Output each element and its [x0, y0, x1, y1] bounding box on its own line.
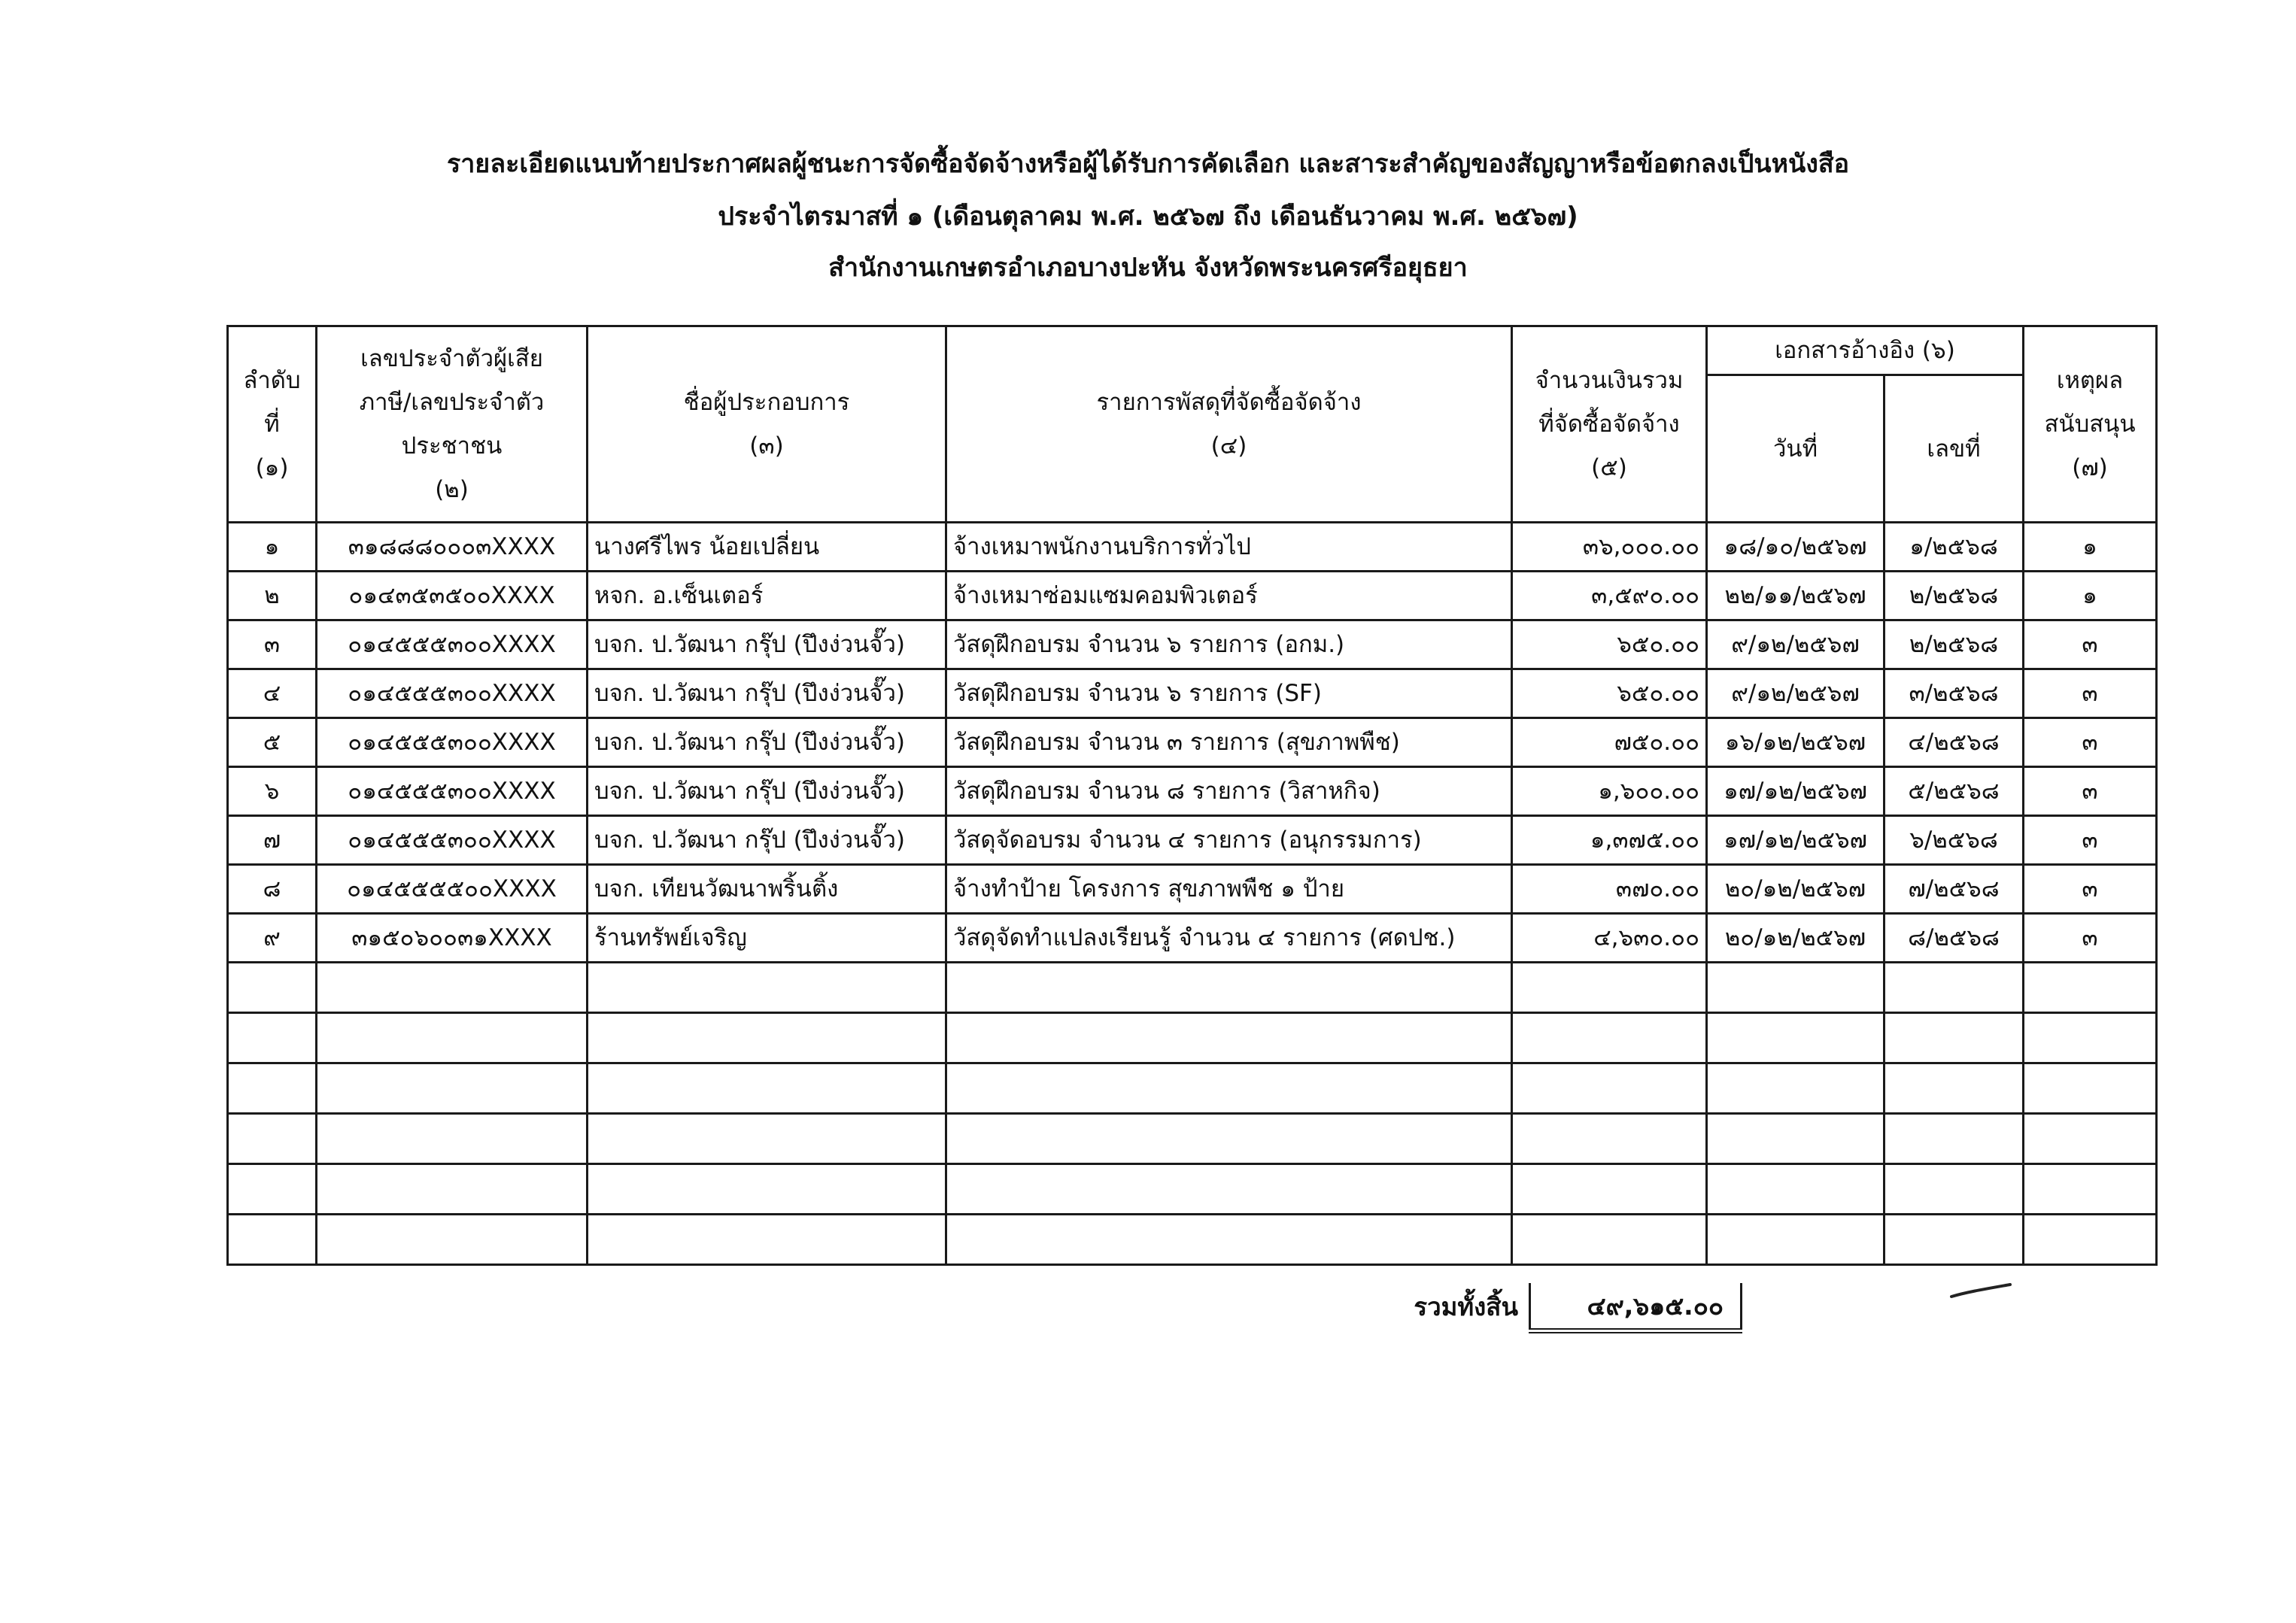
cell-reason: ๑	[2024, 572, 2157, 620]
cell-seq: ๕	[228, 718, 317, 767]
cell-taxid: ๐๑๔๕๕๕๓๐๐XXXX	[317, 669, 588, 718]
cell-amount: ๓,๕๙๐.๐๐	[1512, 572, 1707, 620]
document-office: สำนักงานเกษตรอำเภอบางปะหัน จังหวัดพระนครศรีอยุธยา	[828, 253, 1468, 283]
empty-row	[228, 1215, 2157, 1265]
empty-row	[228, 1164, 2157, 1215]
cell-item: จ้างเหมาซ่อมแซมคอมพิวเตอร์	[946, 572, 1512, 620]
table-row	[228, 767, 2157, 816]
cell-vendor: บจก. ป.วัฒนา กรุ๊ป (ปึงง่วนจั๊ว)	[588, 669, 946, 718]
cell-taxid: ๐๑๔๕๕๕๓๐๐XXXX	[317, 620, 588, 669]
cell-taxid: ๐๑๔๕๕๕๕๐๐XXXX	[317, 865, 588, 914]
cell-vendor: บจก. ป.วัฒนา กรุ๊ป (ปึงง่วนจั๊ว)	[588, 767, 946, 816]
cell-item: วัสดุจัดอบรม จำนวน ๔ รายการ (อนุกรรมการ)	[946, 816, 1512, 865]
cell-seq: ๖	[228, 767, 317, 816]
cell-amount: ๖๕๐.๐๐	[1512, 620, 1707, 669]
cell-item: จ้างทำป้าย โครงการ สุขภาพพืช ๑ ป้าย	[946, 865, 1512, 914]
cell-reason: ๓	[2024, 718, 2157, 767]
cell-item: วัสดุจัดทำแปลงเรียนรู้ จำนวน ๔ รายการ (ศดปช.)	[946, 914, 1512, 963]
header-ref-date: วันที่	[1707, 375, 1884, 523]
cell-reason: ๓	[2024, 816, 2157, 865]
cell-seq: ๓	[228, 620, 317, 669]
cell-seq: ๗	[228, 816, 317, 865]
cell-reason: ๓	[2024, 767, 2157, 816]
cell-reason: ๓	[2024, 914, 2157, 963]
cell-taxid: ๐๑๔๕๕๕๓๐๐XXXX	[317, 767, 588, 816]
cell-date: ๑๖/๑๒/๒๕๖๗	[1707, 718, 1884, 767]
header-reference-docs: เอกสารอ้างอิง (๖)	[1707, 326, 2024, 375]
cell-reason: ๓	[2024, 620, 2157, 669]
cell-docno: ๘/๒๕๖๘	[1884, 914, 2024, 963]
table-row	[228, 816, 2157, 865]
cell-amount: ๓๖,๐๐๐.๐๐	[1512, 523, 1707, 572]
cell-vendor: ร้านทรัพย์เจริญ	[588, 914, 946, 963]
header-item: รายการพัสดุที่จัดซื้อจัดจ้าง (๔)	[946, 326, 1512, 523]
empty-row	[228, 1013, 2157, 1063]
cell-vendor: บจก. ป.วัฒนา กรุ๊ป (ปึงง่วนจั๊ว)	[588, 816, 946, 865]
pen-mark	[1950, 1282, 2013, 1300]
table-row	[228, 914, 2157, 963]
table-row	[228, 669, 2157, 718]
header-vendor: ชื่อผู้ประกอบการ (๓)	[588, 326, 946, 523]
cell-date: ๑๘/๑๐/๒๕๖๗	[1707, 523, 1884, 572]
cell-docno: ๔/๒๕๖๘	[1884, 718, 2024, 767]
empty-row	[228, 963, 2157, 1013]
cell-taxid: ๐๑๔๕๕๕๓๐๐XXXX	[317, 718, 588, 767]
document-period: ประจำไตรมาสที่ ๑ (เดือนตุลาคม พ.ศ. ๒๕๖๗ ถึง เดือนธันวาคม พ.ศ. ๒๕๖๗)	[718, 202, 1578, 232]
cell-vendor: บจก. เทียนวัฒนาพริ้นติ้ง	[588, 865, 946, 914]
procurement-table	[226, 325, 2158, 1266]
cell-vendor: นางศรีไพร น้อยเปลี่ยน	[588, 523, 946, 572]
cell-seq: ๘	[228, 865, 317, 914]
header-seq: ลำดับ ที่ (๑)	[228, 326, 317, 523]
cell-date: ๑๗/๑๒/๒๕๖๗	[1707, 767, 1884, 816]
cell-taxid: ๐๑๔๓๕๓๕๐๐XXXX	[317, 572, 588, 620]
cell-docno: ๗/๒๕๖๘	[1884, 865, 2024, 914]
cell-taxid: ๐๑๔๕๕๕๓๐๐XXXX	[317, 816, 588, 865]
cell-date: ๒๒/๑๑/๒๕๖๗	[1707, 572, 1884, 620]
cell-amount: ๑,๓๗๕.๐๐	[1512, 816, 1707, 865]
cell-docno: ๑/๒๕๖๘	[1884, 523, 2024, 572]
cell-date: ๒๐/๑๒/๒๕๖๗	[1707, 865, 1884, 914]
cell-docno: ๓/๒๕๖๘	[1884, 669, 2024, 718]
cell-vendor: บจก. ป.วัฒนา กรุ๊ป (ปึงง่วนจั๊ว)	[588, 620, 946, 669]
total-value: ๔๙,๖๑๕.๐๐	[1530, 1283, 1742, 1331]
cell-taxid: ๓๑๕๐๖๐๐๓๑XXXX	[317, 914, 588, 963]
cell-amount: ๖๕๐.๐๐	[1512, 669, 1707, 718]
cell-reason: ๓	[2024, 669, 2157, 718]
cell-vendor: บจก. ป.วัฒนา กรุ๊ป (ปึงง่วนจั๊ว)	[588, 718, 946, 767]
table-row	[228, 620, 2157, 669]
cell-date: ๒๐/๑๒/๒๕๖๗	[1707, 914, 1884, 963]
cell-docno: ๕/๒๕๖๘	[1884, 767, 2024, 816]
cell-taxid: ๓๑๘๘๘๐๐๐๓XXXX	[317, 523, 588, 572]
cell-seq: ๔	[228, 669, 317, 718]
cell-item: วัสดุฝึกอบรม จำนวน ๖ รายการ (SF)	[946, 669, 1512, 718]
cell-reason: ๑	[2024, 523, 2157, 572]
cell-docno: ๒/๒๕๖๘	[1884, 620, 2024, 669]
cell-seq: ๒	[228, 572, 317, 620]
cell-item: วัสดุฝึกอบรม จำนวน ๓ รายการ (สุขภาพพืช)	[946, 718, 1512, 767]
empty-row	[228, 1114, 2157, 1164]
cell-date: ๙/๑๒/๒๕๖๗	[1707, 669, 1884, 718]
cell-seq: ๑	[228, 523, 317, 572]
cell-date: ๙/๑๒/๒๕๖๗	[1707, 620, 1884, 669]
cell-amount: ๓๗๐.๐๐	[1512, 865, 1707, 914]
cell-vendor: หจก. อ.เซ็นเตอร์	[588, 572, 946, 620]
cell-amount: ๑,๖๐๐.๐๐	[1512, 767, 1707, 816]
cell-item: วัสดุฝึกอบรม จำนวน ๖ รายการ (อกม.)	[946, 620, 1512, 669]
header-taxid: เลขประจำตัวผู้เสีย ภาษี/เลขประจำตัว ประชาชน (๒)	[317, 326, 588, 523]
total-label: รวมทั้งสิ้น	[1324, 1283, 1530, 1331]
header-ref-no: เลขที่	[1884, 375, 2024, 523]
header-reason: เหตุผล สนับสนุน (๗)	[2024, 326, 2157, 523]
empty-row	[228, 1063, 2157, 1114]
total-table	[1324, 1283, 1742, 1333]
cell-reason: ๓	[2024, 865, 2157, 914]
header-amount: จำนวนเงินรวม ที่จัดซื้อจัดจ้าง (๕)	[1512, 326, 1707, 523]
table-row	[228, 523, 2157, 572]
document-title: รายละเอียดแนบท้ายประกาศผลผู้ชนะการจัดซื้อจัดจ้างหรือผู้ได้รับการคัดเลือก และสาระสำคัญของสัญญาหรือข้อตกลงเป็นหนังสือ	[446, 149, 1850, 179]
cell-amount: ๔,๖๓๐.๐๐	[1512, 914, 1707, 963]
cell-seq: ๙	[228, 914, 317, 963]
cell-item: จ้างเหมาพนักงานบริการทั่วไป	[946, 523, 1512, 572]
cell-docno: ๒/๒๕๖๘	[1884, 572, 2024, 620]
table-row	[228, 572, 2157, 620]
cell-amount: ๗๕๐.๐๐	[1512, 718, 1707, 767]
cell-docno: ๖/๒๕๖๘	[1884, 816, 2024, 865]
table-row	[228, 718, 2157, 767]
table-row	[228, 865, 2157, 914]
cell-date: ๑๗/๑๒/๒๕๖๗	[1707, 816, 1884, 865]
cell-item: วัสดุฝึกอบรม จำนวน ๘ รายการ (วิสาหกิจ)	[946, 767, 1512, 816]
